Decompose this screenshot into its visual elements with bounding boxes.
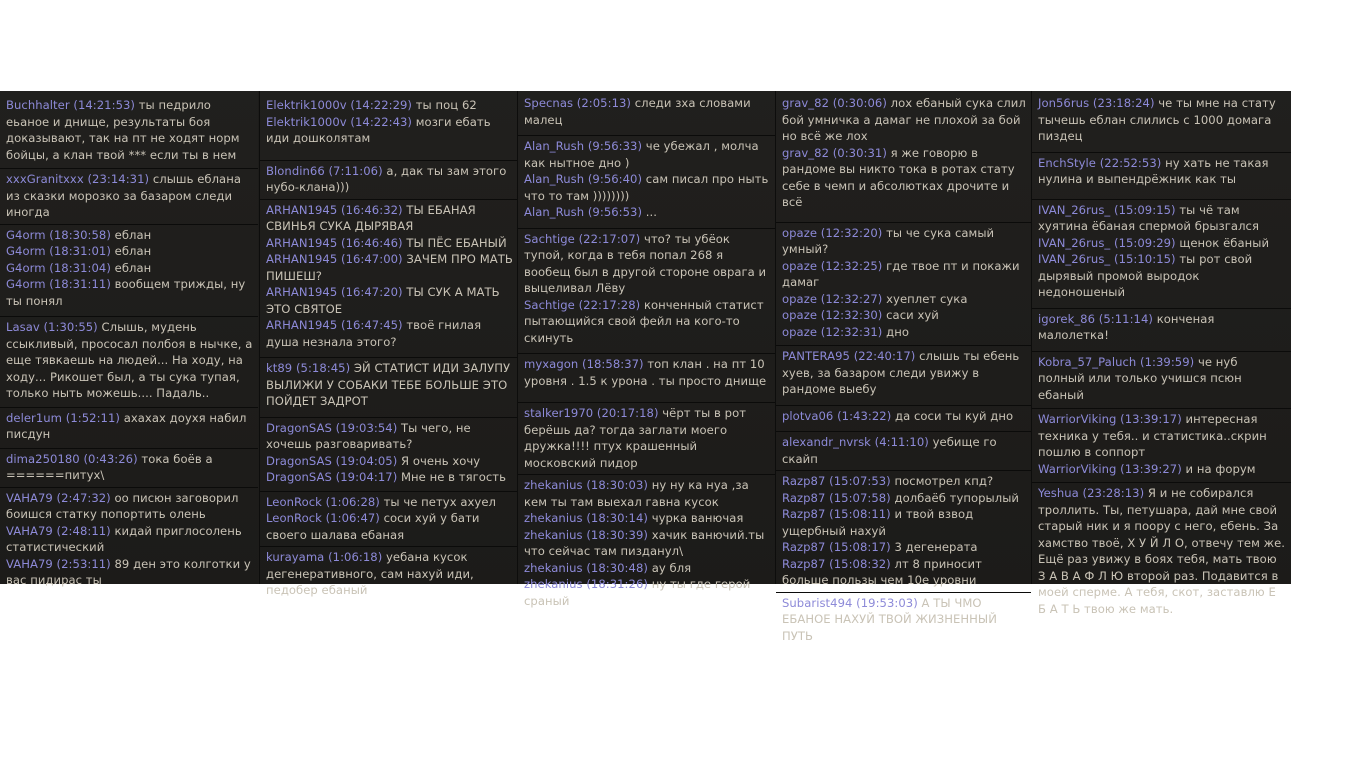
chat-block	[0, 224, 258, 313]
chat-message	[0, 451, 258, 484]
player-nick-timestamp: dima250180 (0:43:26)	[6, 451, 138, 466]
chat-message	[776, 506, 1031, 539]
chat-block	[260, 160, 517, 199]
message-text: а, дак ты зам этого нубо-клана)))	[266, 163, 507, 194]
chat-message	[518, 510, 775, 527]
chat-message	[0, 276, 258, 309]
message-text: твоё гнилая душа незнала этого?	[266, 318, 482, 349]
message-text: ау бля	[647, 560, 692, 575]
chat-message	[776, 307, 1031, 324]
message-text: ну ну ка нуа ,за кем ты там выехал гавна кусок	[524, 478, 749, 509]
chat-block	[1032, 308, 1291, 347]
message-text: ЗАЧЕМ ПРО МАТЬ ПИШЕШ?	[266, 252, 513, 283]
chat-message	[260, 114, 517, 147]
player-nick-timestamp: LeonRock (1:06:28)	[266, 494, 380, 509]
player-nick-timestamp: ARHAN1945 (16:46:46)	[266, 235, 403, 250]
chat-message	[0, 556, 258, 589]
player-nick-timestamp: DragonSAS (19:03:54)	[266, 420, 398, 435]
chat-block	[0, 448, 258, 487]
player-nick-timestamp: G4orm (18:31:01)	[6, 244, 111, 258]
player-nick-timestamp: Buchhalter (14:21:53)	[6, 98, 135, 112]
player-nick-timestamp: ARHAN1945 (16:46:32)	[266, 202, 403, 217]
player-nick-timestamp: Blondin66 (7:11:06)	[266, 163, 383, 178]
player-nick-timestamp: grav_82 (0:30:06)	[782, 96, 887, 110]
player-nick-timestamp: Razp87 (15:08:17)	[782, 540, 891, 554]
message-text: да соси ты куй дно	[891, 408, 1014, 423]
player-nick-timestamp: DragonSAS (19:04:17)	[266, 470, 398, 484]
chat-message	[0, 243, 258, 260]
message-text: хуеплет сука	[882, 291, 968, 306]
message-text: следи зха словами малец	[524, 96, 751, 127]
chat-column-5	[1031, 91, 1291, 616]
message-text: и твой взвод ущербный нахуй	[782, 507, 974, 538]
message-text: ТЫ ЕБАНАЯ СВИНЬЯ СУКА ДЫРЯВАЯ	[266, 202, 476, 233]
chat-message	[1032, 251, 1291, 301]
chat-block	[776, 431, 1031, 470]
player-nick-timestamp: IVAN_26rus_ (15:09:29)	[1038, 235, 1176, 250]
player-nick-timestamp: G4orm (18:31:04)	[6, 260, 111, 275]
chat-block	[0, 407, 258, 446]
player-nick-timestamp: Razp87 (15:07:53)	[782, 474, 891, 488]
chat-message	[260, 469, 517, 486]
chat-message	[1032, 155, 1291, 188]
message-text: чёрт ты в рот берёшь да? тогда заглати моего дружка!!!! птух крашенный московский пидор	[524, 406, 747, 470]
chat-block	[260, 95, 517, 150]
message-text: ты че сука самый умный?	[782, 225, 995, 256]
chat-message	[1032, 202, 1291, 235]
player-nick-timestamp: VAHA79 (2:47:32)	[6, 490, 111, 505]
message-text: че ты мне на стату тычешь еблан слились с 1000 домага пиздец	[1038, 96, 1276, 143]
message-text: саси хуй	[882, 308, 939, 322]
chat-message	[0, 227, 258, 244]
message-text: лох ебаный сука слил бой умничка а дамаг не плохой за бой но всё же лох	[782, 96, 1026, 143]
player-nick-timestamp: zhekanius (18:30:39)	[524, 527, 648, 542]
player-nick-timestamp: Sachtige (22:17:28)	[524, 297, 641, 312]
chat-message	[0, 171, 258, 221]
chat-message	[518, 204, 775, 221]
player-nick-timestamp: Kobra_57_Paluch (1:39:59)	[1038, 354, 1195, 369]
message-text: посмотрел кпд?	[890, 474, 994, 488]
message-text: соси хуй у бати своего шалава ебаная	[266, 511, 480, 542]
chat-block	[1032, 93, 1291, 148]
chat-message	[260, 251, 517, 284]
chat-message	[1032, 95, 1291, 145]
chat-block	[0, 316, 258, 405]
player-nick-timestamp: deler1um (1:52:11)	[6, 410, 120, 425]
player-nick-timestamp: G4orm (18:30:58)	[6, 227, 111, 242]
player-nick-timestamp: Specnas (2:05:13)	[524, 96, 631, 110]
message-text: Я и не собирался троллить. Ты, петушара, дай мне свой старый ник и я поору с него, ебень. За хамство твоё, Х У Й Л О, отвечу тем же. Ещё раз увижу в боях тебя, мать твою З А В А Ф Л Ю второй раз. Подавится в моей сперме. А тебя, скот, заставлю Е Б А Т Ь твою же мать.	[1038, 486, 1286, 616]
message-text: щенок ёбаный	[1175, 235, 1270, 250]
chat-message	[260, 453, 517, 470]
message-text: ты педрило еьаное и днище, результаты боя доказывают, так на пт не ходят норм бойцы, а клан твой *** если ты в нем	[6, 98, 240, 162]
player-nick-timestamp: Jon56rus (23:18:24)	[1038, 96, 1155, 110]
chat-block	[776, 93, 1031, 214]
message-text: уебище го скайп	[782, 435, 997, 466]
chat-message	[1032, 235, 1291, 252]
chat-message	[1032, 461, 1291, 478]
chat-block	[776, 592, 1031, 648]
message-text: конченный статист пытающийся свой фейл на кого-то скинуть	[524, 297, 764, 345]
chat-message	[260, 549, 517, 599]
chat-message	[518, 477, 775, 510]
player-nick-timestamp: opaze (12:32:31)	[782, 324, 883, 339]
chat-block	[776, 345, 1031, 401]
player-nick-timestamp: Razp87 (15:08:11)	[782, 507, 891, 521]
chat-column-1	[0, 91, 258, 587]
player-nick-timestamp: Yeshua (23:28:13)	[1038, 486, 1145, 500]
chat-message	[776, 595, 1031, 645]
chat-message	[776, 408, 1031, 425]
chat-message	[518, 231, 775, 297]
chat-block	[260, 491, 517, 547]
player-nick-timestamp: kt89 (5:18:45)	[266, 361, 351, 375]
message-text: мозги ебать иди дошколятам	[266, 114, 491, 145]
chat-message	[518, 95, 775, 128]
chat-block	[518, 353, 775, 392]
player-nick-timestamp: igorek_86 (5:11:14)	[1038, 311, 1153, 326]
player-nick-timestamp: grav_82 (0:30:31)	[782, 145, 887, 160]
player-nick-timestamp: VAHA79 (2:53:11)	[6, 556, 111, 571]
chat-column-4	[775, 91, 1031, 643]
chat-block	[260, 417, 517, 489]
message-text: сам писал про ныть что то там ))))))))	[524, 172, 769, 203]
chat-block	[518, 402, 775, 474]
message-text: ахахах доухя набил писдун	[6, 410, 247, 441]
chat-message	[260, 235, 517, 252]
player-nick-timestamp: stalker1970 (20:17:18)	[524, 406, 659, 420]
chat-message	[776, 556, 1031, 589]
player-nick-timestamp: Alan_Rush (9:56:53)	[524, 205, 643, 219]
chat-block	[518, 474, 775, 612]
chat-message	[776, 258, 1031, 291]
player-nick-timestamp: Subarist494 (19:53:03)	[782, 595, 918, 610]
message-text: кидай приглосолень статистический	[6, 523, 242, 554]
message-text: ну хать не такая нулина и выпендрёжник как ты	[1038, 155, 1269, 186]
message-text: оо писюн заговорил боишся статку попортить олень	[6, 490, 239, 521]
chat-block	[776, 405, 1031, 428]
player-nick-timestamp: zhekanius (18:31:26)	[524, 577, 648, 591]
chat-block	[1032, 408, 1291, 480]
player-nick-timestamp: zhekanius (18:30:14)	[524, 511, 648, 525]
chat-block	[1032, 199, 1291, 304]
chat-message	[1032, 354, 1291, 404]
message-text: Мне не в тягость	[397, 470, 506, 484]
message-text: Слышь, мудень ссыкливый, прососал полбоя в нычке, а еще тявкаешь на людей... На ходу, на ходу... Рикошет был, а ты сука тупая, только ныть можешь.... Падаль..	[6, 320, 253, 400]
player-nick-timestamp: Razp87 (15:08:32)	[782, 556, 891, 571]
message-text: ЭЙ СТАТИСТ ИДИ ЗАЛУПУ ВЫЛИЖИ У СОБАКИ ТЕБЕ БОЛЬШЕ ЭТО ПОЙДЕТ ЗАДРОТ	[266, 361, 511, 408]
message-text: 3 дегенерата	[890, 540, 978, 554]
message-text: ТЫ СУК А МАТЬ ЭТО СВЯТОЕ	[266, 285, 500, 316]
chat-block	[776, 222, 1031, 344]
chat-message	[776, 473, 1031, 490]
player-nick-timestamp: opaze (12:32:27)	[782, 291, 883, 306]
chat-block	[260, 357, 517, 413]
message-text: Я очень хочу	[397, 453, 481, 468]
player-nick-timestamp: Razp87 (15:07:58)	[782, 490, 891, 505]
chat-message	[776, 95, 1031, 145]
chat-block	[1032, 351, 1291, 407]
chat-block	[518, 228, 775, 350]
chat-block	[0, 168, 258, 224]
message-text: что? ты убёок тупой, когда в тебя попал 268 я вообещ был в другой стороне оврага и выцеливал Лёву	[524, 231, 767, 295]
player-nick-timestamp: zhekanius (18:30:03)	[524, 478, 648, 492]
message-text: и на форум	[1181, 461, 1256, 476]
message-text: че убежал , молча как нытное дно )	[524, 139, 759, 170]
chat-block	[776, 470, 1031, 592]
player-nick-timestamp: Alan_Rush (9:56:33)	[524, 139, 643, 153]
player-nick-timestamp: ARHAN1945 (16:47:00)	[266, 252, 403, 266]
chat-message	[0, 260, 258, 277]
chat-message	[518, 527, 775, 560]
player-nick-timestamp: LeonRock (1:06:47)	[266, 511, 380, 525]
message-text: я же говорю в рандоме вы никто тока в ротах стату себе в чемп и абсолютках дрочите и всё	[782, 145, 1015, 209]
chat-message	[1032, 311, 1291, 344]
chat-message	[518, 297, 775, 347]
chat-message	[260, 494, 517, 511]
chat-message	[260, 202, 517, 235]
player-nick-timestamp: IVAN_26rus_ (15:09:15)	[1038, 202, 1176, 217]
chat-message	[518, 560, 775, 577]
chat-block	[0, 487, 258, 592]
message-text: еблан	[110, 227, 152, 242]
player-nick-timestamp: myxagon (18:58:37)	[524, 357, 644, 371]
chat-message	[260, 97, 517, 114]
player-nick-timestamp: Alan_Rush (9:56:40)	[524, 172, 643, 186]
player-nick-timestamp: ARHAN1945 (16:47:45)	[266, 318, 403, 332]
player-nick-timestamp: opaze (12:32:25)	[782, 258, 883, 273]
chat-block	[260, 546, 517, 602]
chat-message	[776, 539, 1031, 556]
message-text: вообщем трижды, ну ты понял	[6, 277, 246, 308]
chat-message	[0, 97, 258, 163]
player-nick-timestamp: opaze (12:32:30)	[782, 308, 883, 322]
chat-message	[776, 348, 1031, 398]
message-text: хачик ванючий.ты что сейчас там пизданул\	[524, 527, 765, 558]
message-text: ты че петух ахуел	[379, 494, 496, 509]
chat-message	[518, 356, 775, 389]
message-text: ...	[642, 205, 658, 219]
message-text: где твое пт и покажи дамаг	[782, 258, 1020, 289]
player-nick-timestamp: Lasav (1:30:55)	[6, 320, 98, 334]
chat-message	[518, 171, 775, 204]
chat-message	[776, 225, 1031, 258]
chat-block	[1032, 152, 1291, 191]
chat-message	[260, 284, 517, 317]
player-nick-timestamp: Sachtige (22:17:07)	[524, 231, 641, 246]
message-text: че нуб полный или только учишся псюн ебаный	[1038, 354, 1242, 402]
message-text: интересная техника у тебя.. и статистика..скрин пошлю в соппорт	[1038, 412, 1267, 459]
message-text: еблан	[110, 244, 152, 258]
chat-message	[776, 490, 1031, 507]
player-nick-timestamp: alexandr_nvrsk (4:11:10)	[782, 435, 929, 449]
player-nick-timestamp: PANTERA95 (22:40:17)	[782, 349, 916, 363]
chat-message	[776, 291, 1031, 308]
chat-message	[260, 317, 517, 350]
chat-message	[776, 324, 1031, 341]
chat-message	[776, 434, 1031, 467]
chat-collage	[0, 91, 1290, 643]
message-text: тока боёв а ======питух\	[6, 451, 213, 482]
chat-message	[260, 510, 517, 543]
player-nick-timestamp: zhekanius (18:30:48)	[524, 560, 648, 575]
chat-message	[1032, 485, 1291, 617]
player-nick-timestamp: Elektrik1000v (14:22:43)	[266, 114, 413, 129]
chat-block	[518, 93, 775, 131]
player-nick-timestamp: IVAN_26rus_ (15:10:15)	[1038, 252, 1176, 266]
message-text: А ТЫ ЧМО ЕБАНОЕ НАХУЙ ТВОЙ ЖИЗНЕННЫЙ ПУТЬ	[782, 595, 997, 643]
player-nick-timestamp: xxxGranitxxx (23:14:31)	[6, 172, 150, 186]
player-nick-timestamp: WarriorViking (13:39:17)	[1038, 412, 1182, 426]
message-text: конченая малолетка!	[1038, 311, 1215, 342]
message-text: слышь еблана из сказки морозко за базаром следи иногда	[6, 172, 241, 219]
chat-message	[1032, 411, 1291, 461]
chat-message	[260, 360, 517, 410]
message-text: слышь ты ебень хуев, за базаром следи увижу в рандоме выебу	[782, 349, 1020, 396]
chat-message	[260, 420, 517, 453]
message-text: топ клан . на пт 10 уровня . 1.5 к урона . ты просто днище	[524, 357, 767, 388]
player-nick-timestamp: WarriorViking (13:39:27)	[1038, 461, 1182, 476]
chat-message	[260, 163, 517, 196]
chat-message	[518, 138, 775, 171]
message-text: ты чё там хуятина ёбаная спермой брызгался	[1038, 202, 1259, 233]
message-text: уебана кусок дегенеративного, сам нахуй иди, педобер ебаный	[266, 550, 474, 597]
chat-message	[518, 576, 775, 609]
chat-message	[776, 145, 1031, 211]
chat-block	[0, 95, 258, 166]
message-text: ну ты где герой сраный	[524, 577, 751, 608]
chat-message	[0, 410, 258, 443]
player-nick-timestamp: G4orm (18:31:11)	[6, 277, 111, 291]
chat-block	[260, 199, 517, 354]
chat-block	[518, 135, 775, 224]
player-nick-timestamp: VAHA79 (2:48:11)	[6, 523, 111, 538]
player-nick-timestamp: EnchStyle (22:52:53)	[1038, 155, 1162, 170]
message-text: Ты чего, не хочешь разговаривать?	[266, 420, 471, 451]
chat-message	[0, 523, 258, 556]
message-text: чурка ванючая	[647, 511, 744, 525]
message-text: лт 8 приносит больше пользы чем 10е уровни	[782, 556, 982, 587]
player-nick-timestamp: kurayama (1:06:18)	[266, 550, 383, 564]
chat-message	[0, 490, 258, 523]
message-text: дно	[882, 324, 909, 339]
player-nick-timestamp: Elektrik1000v (14:22:29)	[266, 98, 413, 112]
message-text: ты поц 62	[412, 98, 477, 112]
message-text: ТЫ ПЁС ЕБАНЫЙ	[402, 235, 507, 250]
player-nick-timestamp: ARHAN1945 (16:47:20)	[266, 285, 403, 299]
chat-message	[0, 319, 258, 402]
player-nick-timestamp: opaze (12:32:20)	[782, 225, 883, 240]
chat-column-3	[517, 91, 775, 608]
message-text: 89 ден это колготки у вас пидирас ты	[6, 556, 251, 587]
player-nick-timestamp: plotva06 (1:43:22)	[782, 408, 892, 423]
chat-column-2	[259, 91, 517, 597]
message-text: еблан	[110, 260, 152, 275]
chat-block	[1032, 482, 1291, 620]
message-text: ты рот свой дырявый промой выродок недоношеный	[1038, 252, 1253, 299]
chat-message	[518, 405, 775, 471]
player-nick-timestamp: DragonSAS (19:04:05)	[266, 453, 398, 468]
message-text: долбаёб тупорылый	[890, 490, 1019, 505]
